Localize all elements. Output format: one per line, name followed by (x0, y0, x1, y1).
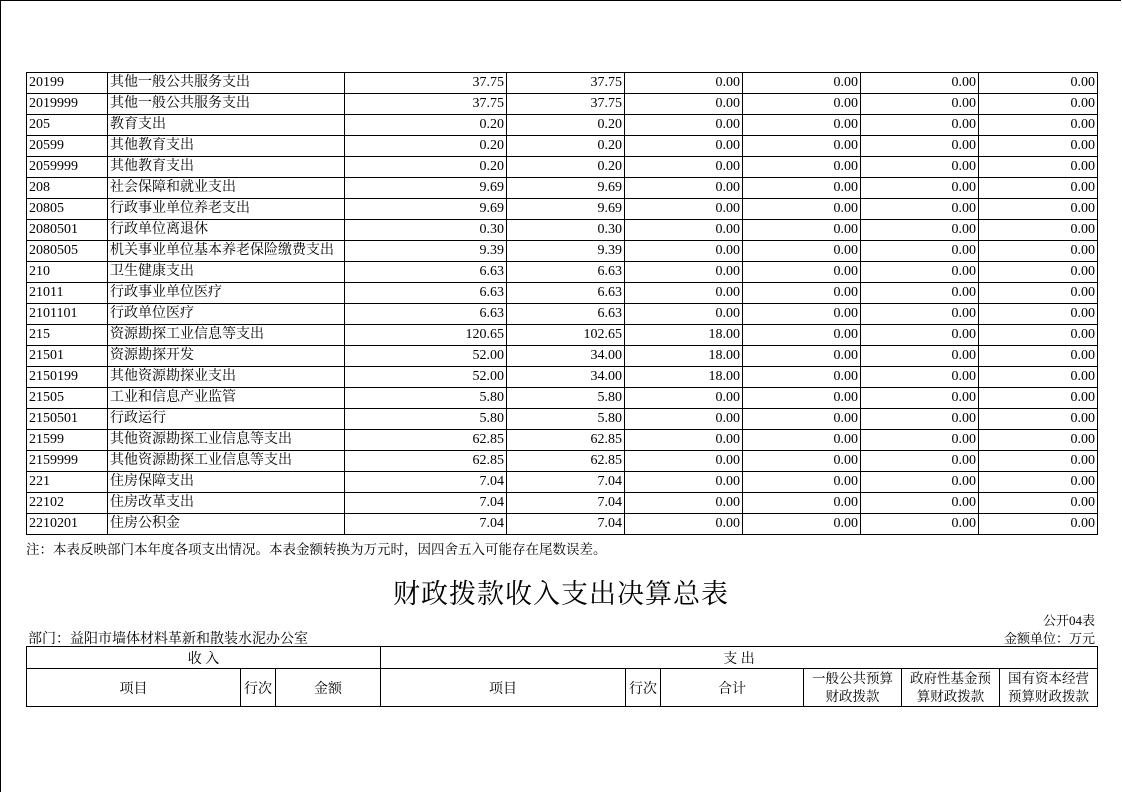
subject-name-cell: 工业和信息产业监管 (108, 388, 345, 409)
subject-name-cell: 行政单位医疗 (108, 304, 345, 325)
table-row (27, 346, 1098, 367)
amount-cell: 7.04 (507, 493, 625, 514)
subject-name-cell: 其他资源勘探工业信息等支出 (108, 430, 345, 451)
subject-name-cell: 住房保障支出 (108, 472, 345, 493)
amount-cell: 34.00 (507, 367, 625, 388)
amount-cell: 0.00 (743, 388, 861, 409)
gov-fund-header-line1: 政府性基金预 (910, 670, 992, 686)
amount-cell: 0.00 (743, 241, 861, 262)
amount-cell: 0.00 (625, 493, 743, 514)
state-capital-header-line1: 国有资本经营 (1008, 670, 1090, 686)
subject-name-cell: 其他一般公共服务支出 (108, 73, 345, 94)
amount-cell: 0.00 (743, 451, 861, 472)
amount-cell: 0.00 (625, 94, 743, 115)
expenditure-table (26, 72, 1098, 535)
amount-cell: 0.20 (507, 115, 625, 136)
subject-code-cell: 210 (27, 262, 108, 283)
amount-cell: 0.00 (861, 430, 979, 451)
amount-cell: 0.00 (743, 178, 861, 199)
amount-cell: 0.00 (979, 367, 1098, 388)
subject-code-cell: 21599 (27, 430, 108, 451)
amount-cell: 0.00 (861, 220, 979, 241)
subject-code-cell: 2150199 (27, 367, 108, 388)
amount-cell: 0.00 (979, 136, 1098, 157)
amount-cell: 6.63 (507, 304, 625, 325)
subject-code-cell: 2019999 (27, 94, 108, 115)
expense-total-header: 合计 (661, 669, 804, 707)
amount-cell: 0.00 (743, 472, 861, 493)
subject-name-cell: 其他教育支出 (108, 136, 345, 157)
amount-cell: 6.63 (507, 262, 625, 283)
amount-cell: 0.00 (861, 493, 979, 514)
amount-cell: 9.39 (507, 241, 625, 262)
subject-name-cell: 其他资源勘探工业信息等支出 (108, 451, 345, 472)
amount-cell: 0.00 (743, 430, 861, 451)
table-row (27, 136, 1098, 157)
amount-cell: 62.85 (345, 430, 507, 451)
table-row (27, 430, 1098, 451)
amount-cell: 0.00 (861, 115, 979, 136)
amount-cell: 0.00 (743, 199, 861, 220)
subject-name-cell: 住房改革支出 (108, 493, 345, 514)
amount-cell: 0.00 (979, 115, 1098, 136)
subject-code-cell: 20599 (27, 136, 108, 157)
amount-cell: 0.00 (743, 514, 861, 535)
subject-code-cell: 2080505 (27, 241, 108, 262)
amount-cell: 0.00 (861, 472, 979, 493)
amount-cell: 0.00 (861, 514, 979, 535)
amount-cell: 7.04 (345, 493, 507, 514)
income-row-header: 行次 (241, 669, 276, 707)
amount-cell: 37.75 (507, 94, 625, 115)
amount-cell: 5.80 (507, 388, 625, 409)
table-row (27, 73, 1098, 94)
amount-cell: 0.00 (625, 241, 743, 262)
amount-cell: 6.63 (345, 262, 507, 283)
table-row (27, 262, 1098, 283)
gov-fund-header-line2: 算财政拨款 (916, 688, 985, 704)
amount-cell: 0.00 (861, 241, 979, 262)
amount-cell: 37.75 (507, 73, 625, 94)
table-row (27, 493, 1098, 514)
amount-cell: 0.00 (979, 262, 1098, 283)
state-capital-header-line2: 预算财政拨款 (1008, 688, 1090, 704)
amount-cell: 0.00 (861, 367, 979, 388)
amount-cell: 0.00 (743, 73, 861, 94)
amount-cell: 0.00 (625, 514, 743, 535)
amount-cell: 0.00 (979, 472, 1098, 493)
amount-cell: 0.00 (625, 73, 743, 94)
subject-code-cell: 20199 (27, 73, 108, 94)
subject-code-cell: 21501 (27, 346, 108, 367)
amount-cell: 0.00 (861, 157, 979, 178)
amount-cell: 0.00 (743, 157, 861, 178)
table-row (27, 283, 1098, 304)
amount-cell: 0.00 (743, 493, 861, 514)
amount-cell: 120.65 (345, 325, 507, 346)
amount-cell: 0.00 (743, 304, 861, 325)
gov-fund-header (902, 669, 1000, 707)
amount-cell: 0.00 (979, 430, 1098, 451)
amount-cell: 9.69 (507, 178, 625, 199)
subject-name-cell: 行政事业单位医疗 (108, 283, 345, 304)
amount-cell: 0.00 (979, 304, 1098, 325)
amount-cell: 0.20 (507, 157, 625, 178)
subject-name-cell: 卫生健康支出 (108, 262, 345, 283)
amount-cell: 0.00 (625, 115, 743, 136)
amount-cell: 0.00 (979, 199, 1098, 220)
amount-cell: 0.00 (743, 283, 861, 304)
general-budget-header-line1: 一般公共预算 (812, 670, 894, 686)
amount-cell: 0.00 (979, 409, 1098, 430)
subject-code-cell: 208 (27, 178, 108, 199)
amount-cell: 0.00 (979, 94, 1098, 115)
amount-cell: 6.63 (345, 304, 507, 325)
subject-name-cell: 其他教育支出 (108, 157, 345, 178)
amount-cell: 0.00 (861, 178, 979, 199)
table-row (27, 409, 1098, 430)
amount-cell: 52.00 (345, 346, 507, 367)
amount-cell: 0.00 (861, 199, 979, 220)
amount-cell: 0.20 (345, 136, 507, 157)
amount-cell: 0.00 (861, 409, 979, 430)
subject-code-cell: 2080501 (27, 220, 108, 241)
amount-cell: 7.04 (345, 514, 507, 535)
amount-cell: 0.00 (625, 262, 743, 283)
subject-name-cell: 社会保障和就业支出 (108, 178, 345, 199)
department-label: 部门：益阳市墙体材料革新和散装水泥办公室 (28, 632, 308, 647)
amount-cell: 0.00 (979, 388, 1098, 409)
amount-cell: 0.00 (861, 136, 979, 157)
general-budget-header-line2: 财政拨款 (825, 688, 880, 704)
income-header: 收 入 (27, 647, 381, 669)
amount-cell: 0.20 (345, 115, 507, 136)
amount-cell: 0.00 (861, 388, 979, 409)
income-item-header: 项目 (27, 669, 241, 707)
amount-cell: 0.00 (979, 346, 1098, 367)
amount-cell: 0.00 (625, 388, 743, 409)
subject-code-cell: 2210201 (27, 514, 108, 535)
amount-cell: 34.00 (507, 346, 625, 367)
income-amount-header: 金额 (276, 669, 381, 707)
subject-name-cell: 其他一般公共服务支出 (108, 94, 345, 115)
amount-cell: 7.04 (507, 472, 625, 493)
subject-name-cell: 行政事业单位养老支出 (108, 199, 345, 220)
amount-cell: 0.00 (743, 220, 861, 241)
amount-cell: 0.00 (861, 304, 979, 325)
table-row (27, 367, 1098, 388)
amount-cell: 0.00 (743, 409, 861, 430)
amount-cell: 0.00 (625, 430, 743, 451)
table-row (27, 472, 1098, 493)
subject-code-cell: 215 (27, 325, 108, 346)
amount-cell: 0.00 (625, 157, 743, 178)
amount-cell: 0.00 (861, 94, 979, 115)
subject-name-cell: 资源勘探开发 (108, 346, 345, 367)
expense-header: 支 出 (381, 647, 1098, 669)
subject-code-cell: 20805 (27, 199, 108, 220)
amount-cell: 0.00 (625, 409, 743, 430)
amount-cell: 0.00 (625, 199, 743, 220)
table-note: 注：本表反映部门本年度各项支出情况。本表金额转换为万元时，因四舍五入可能存在尾数误差。 (26, 542, 607, 557)
amount-cell: 0.00 (979, 241, 1098, 262)
table-row (27, 199, 1098, 220)
table-row (27, 304, 1098, 325)
subject-name-cell: 机关事业单位基本养老保险缴费支出 (108, 241, 345, 262)
subject-code-cell: 221 (27, 472, 108, 493)
amount-cell: 9.39 (345, 241, 507, 262)
amount-cell: 5.80 (345, 409, 507, 430)
subject-code-cell: 205 (27, 115, 108, 136)
expense-row-header: 行次 (626, 669, 661, 707)
amount-unit-label: 金额单位：万元 (1003, 631, 1095, 646)
amount-cell: 37.75 (345, 94, 507, 115)
amount-cell: 0.00 (861, 262, 979, 283)
page-title: 财政拨款收入支出决算总表 (393, 579, 729, 609)
amount-cell: 6.63 (345, 283, 507, 304)
amount-cell: 0.00 (625, 472, 743, 493)
amount-cell: 6.63 (507, 283, 625, 304)
amount-cell: 0.30 (507, 220, 625, 241)
subject-code-cell: 2059999 (27, 157, 108, 178)
amount-cell: 0.00 (743, 94, 861, 115)
amount-cell: 0.00 (979, 283, 1098, 304)
state-capital-header (1000, 669, 1098, 707)
table-row (27, 157, 1098, 178)
amount-cell: 0.20 (345, 157, 507, 178)
table-row (27, 241, 1098, 262)
amount-cell: 0.00 (861, 325, 979, 346)
amount-cell: 7.04 (345, 472, 507, 493)
form-code: 公开04表 (1042, 613, 1095, 628)
expense-item-header: 项目 (381, 669, 626, 707)
table-row (27, 451, 1098, 472)
amount-cell: 0.00 (979, 73, 1098, 94)
subject-name-cell: 行政运行 (108, 409, 345, 430)
amount-cell: 0.30 (345, 220, 507, 241)
subject-name-cell: 教育支出 (108, 115, 345, 136)
subject-code-cell: 2159999 (27, 451, 108, 472)
amount-cell: 0.00 (625, 304, 743, 325)
table-row (27, 220, 1098, 241)
table-row (27, 115, 1098, 136)
amount-cell: 0.00 (625, 283, 743, 304)
amount-cell: 5.80 (345, 388, 507, 409)
amount-cell: 0.20 (507, 136, 625, 157)
subject-code-cell: 22102 (27, 493, 108, 514)
amount-cell: 7.04 (507, 514, 625, 535)
subject-code-cell: 2150501 (27, 409, 108, 430)
amount-cell: 0.00 (979, 514, 1098, 535)
subject-code-cell: 21011 (27, 283, 108, 304)
subject-name-cell: 住房公积金 (108, 514, 345, 535)
amount-cell: 18.00 (625, 346, 743, 367)
amount-cell: 0.00 (743, 367, 861, 388)
table-row (27, 325, 1098, 346)
amount-cell: 0.00 (743, 325, 861, 346)
amount-cell: 0.00 (743, 346, 861, 367)
amount-cell: 62.85 (507, 451, 625, 472)
amount-cell: 0.00 (625, 136, 743, 157)
amount-cell: 0.00 (861, 283, 979, 304)
subject-code-cell: 21505 (27, 388, 108, 409)
amount-cell: 0.00 (979, 325, 1098, 346)
amount-cell: 0.00 (743, 136, 861, 157)
amount-cell: 9.69 (345, 178, 507, 199)
table-row (27, 514, 1098, 535)
subject-name-cell: 行政单位离退休 (108, 220, 345, 241)
amount-cell: 0.00 (743, 262, 861, 283)
subject-name-cell: 其他资源勘探业支出 (108, 367, 345, 388)
amount-cell: 5.80 (507, 409, 625, 430)
amount-cell: 62.85 (507, 430, 625, 451)
amount-cell: 0.00 (625, 220, 743, 241)
amount-cell: 62.85 (345, 451, 507, 472)
amount-cell: 0.00 (979, 220, 1098, 241)
amount-cell: 18.00 (625, 367, 743, 388)
general-budget-header (804, 669, 902, 707)
amount-cell: 102.65 (507, 325, 625, 346)
amount-cell: 0.00 (979, 178, 1098, 199)
amount-cell: 9.69 (507, 199, 625, 220)
amount-cell: 0.00 (979, 157, 1098, 178)
amount-cell: 0.00 (979, 493, 1098, 514)
table-row (27, 178, 1098, 199)
amount-cell: 0.00 (861, 346, 979, 367)
table-row (27, 94, 1098, 115)
amount-cell: 0.00 (979, 451, 1098, 472)
subject-code-cell: 2101101 (27, 304, 108, 325)
amount-cell: 18.00 (625, 325, 743, 346)
amount-cell: 0.00 (861, 451, 979, 472)
amount-cell: 0.00 (861, 73, 979, 94)
amount-cell: 52.00 (345, 367, 507, 388)
subject-name-cell: 资源勘探工业信息等支出 (108, 325, 345, 346)
amount-cell: 0.00 (625, 451, 743, 472)
amount-cell: 0.00 (625, 178, 743, 199)
amount-cell: 0.00 (743, 115, 861, 136)
table-row (27, 388, 1098, 409)
amount-cell: 37.75 (345, 73, 507, 94)
amount-cell: 9.69 (345, 199, 507, 220)
budget-summary-table (26, 646, 1098, 707)
